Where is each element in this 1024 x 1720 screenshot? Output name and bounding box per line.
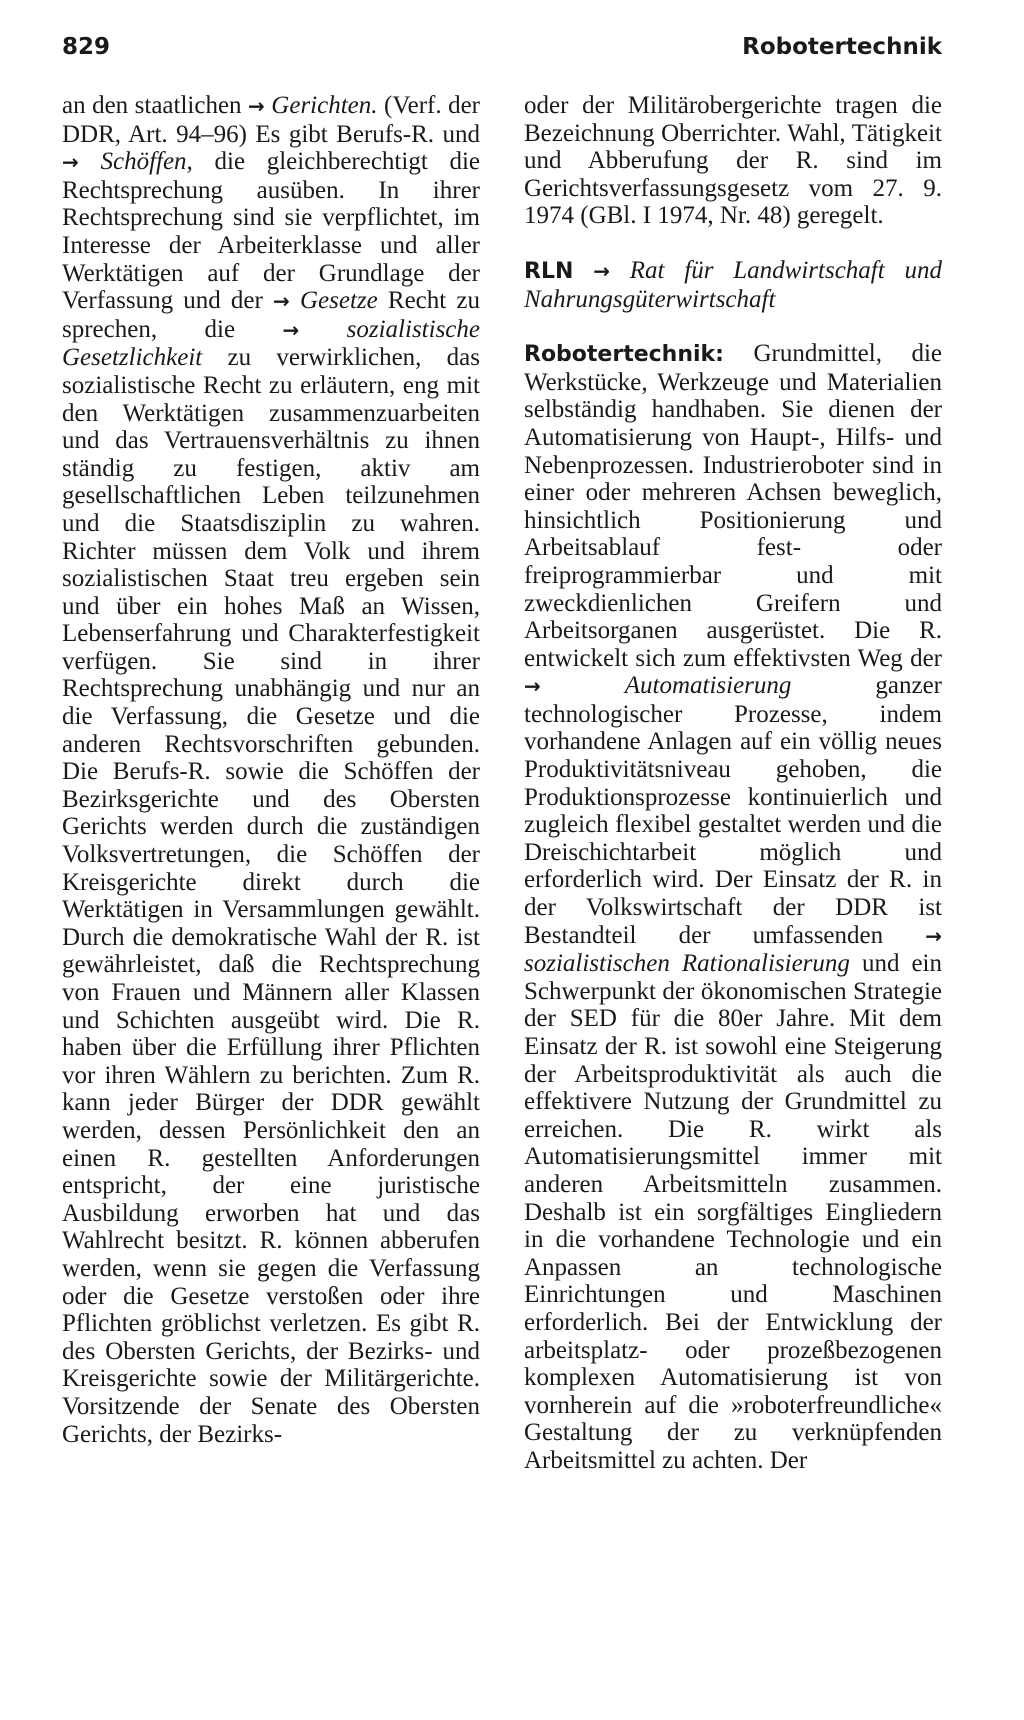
- cross-reference-link[interactable]: Schöffen,: [100, 148, 193, 176]
- cross-reference-arrow-icon: →: [248, 94, 265, 118]
- entry-rln: [524, 257, 942, 313]
- cross-reference-link[interactable]: Automatisierung: [624, 672, 792, 700]
- cross-reference-link[interactable]: Gerichten.: [271, 92, 378, 119]
- cross-reference-link[interactable]: Rat für Landwirtschaft und Nahrungsgüterwirtschaft: [524, 256, 943, 313]
- text-run: Recht zu sprechen, die: [62, 287, 480, 343]
- cross-reference-arrow-icon: →: [524, 674, 541, 699]
- cross-reference-arrow-icon: →: [282, 317, 300, 342]
- entry-continuation-richter: [62, 92, 480, 1448]
- text-run: (Verf. der DDR, Art. 94–96) Es gibt Berufs-R. und: [62, 92, 481, 148]
- cross-reference-arrow-icon: →: [273, 289, 290, 314]
- cross-reference-arrow-icon: →: [925, 923, 942, 948]
- page-header: [62, 34, 942, 68]
- text-run: Grundmittel, die Werkstücke, Werkzeuge und Materialien selbständig handhaben. Sie dienen der Automatisierung von Haupt-, Hilfs- und Nebenprozessen. Industrieroboter sind in einer oder mehreren Achsen beweglich, hinsichtlich Positionierung und Arbeitsablauf fest- oder freiprogrammierbar und mit zweckdienlichen Greifern und Arbeitsorganen ausgerüstet. Die R. entwickelt sich zum effektivsten Weg der: [524, 340, 942, 672]
- cross-reference-link[interactable]: sozialistischen Rationalisierung: [524, 950, 850, 978]
- text-run: an den staatlichen: [62, 92, 249, 119]
- entry-headword: Robotertechnik:: [524, 342, 724, 368]
- entry-headword: RLN: [524, 258, 574, 284]
- cross-reference-link[interactable]: sozialistische Gesetzlichkeit: [62, 315, 480, 372]
- entry-robotertechnik: [524, 340, 942, 1474]
- text-run: die gleichberechtigt die Rechtsprechung ausüben. In ihrer Rechtsprechung sind sie verpflichtet, im Interesse der Arbeiterklasse und aller Werktätigen auf der Grundlage der Verfassung und der: [62, 148, 481, 315]
- text-run: und ein Schwerpunkt der ökonomischen Strategie der SED für die 80er Jahre. Mit dem Einsatz der R. ist sowohl eine Steigerung der Arbeitsproduktivität als auch die effektivere Nutzung der Grundmittel zu erreichen. Die R. wirkt als Automatisierungsmittel immer mit anderen Arbeitsmitteln zusammen. Deshalb ist ein sorgfältiges Eingliedern in die vorhandene Technologie und ein Anpassen an technologische Einrichtungen und Maschinen erforderlich. Bei der Entwicklung der arbeitsplatz- oder prozeßbezogenen komplexen Automatisierung ist von vornherein auf die »roboterfreundliche« Gestaltung der zu verknüpfenden Arbeitsmittel zu achten. Der: [524, 950, 942, 1474]
- cross-reference-link[interactable]: Gesetze: [299, 287, 378, 315]
- running-head: Robotertechnik: [742, 34, 942, 60]
- text-run: zu verwirklichen, das sozialistische Recht zu erläutern, eng mit den Werktätigen zusammenzuarbeiten und das Vertrauensverhältnis zu ihnen ständig zu festigen, aktiv am gesellschaftlichen Leben teilzunehmen und die Staatsdisziplin zu wahren. Richter müssen dem Volk und ihrem sozialistischen Staat treu ergeben sein und über ein hohes Maß an Wissen, Lebenserfahrung und Charakterfestigkeit verfügen. Sie sind in ihrer Rechtsprechung unabhängig und nur an die Verfassung, die Gesetze und die anderen Rechtsvorschriften gebunden. Die Berufs-R. sowie die Schöffen der Bezirksgerichte und des Obersten Gerichts werden durch die zuständigen Volksvertretungen, die Schöffen der Kreisgerichte direkt durch die Werktätigen in Versammlungen gewählt. Durch die demokratische Wahl der R. ist gewährleistet, daß die Rechtsprechung von Frauen und Männern aller Klassen und Schichten ausgeübt wird. Die R. haben über die Erfüllung ihrer Pflichten vor ihren Wählern zu berichten. Zum R. kann jeder Bürger der DDR gewählt werden, dessen Persönlichkeit den an einen R. gestellten Anforderungen entspricht, der eine juristische Ausbildung erworben hat und das Wahlrecht besitzt. R. können abberufen werden, wenn sie gegen die Verfassung oder die Gesetze verstoßen oder ihre Pflichten gröblichst verletzen. Es gibt R. des Obersten Gerichts, der Bezirks- und Kreisgerichte sowie der Militärgerichte. Vorsitzende der Senate des Obersten Gerichts, der Bezirks-: [62, 344, 480, 1448]
- entry-continuation-paragraph: oder der Militärobergerichte tragen die Bezeichnung Oberrichter. Wahl, Tätigkeit und Abberufung der R. sind im Gerichtsverfassungsgesetz vom 27. 9. 1974 (GBl. I 1974, Nr. 48) geregelt.: [524, 92, 942, 230]
- right-column: [524, 92, 942, 1475]
- cross-reference-arrow-icon: →: [62, 150, 79, 175]
- left-column: [62, 92, 480, 1448]
- cross-reference-arrow-icon: →: [593, 258, 610, 283]
- page-number: 829: [62, 34, 111, 60]
- text-run: ganzer technologischer Prozesse, indem vorhandene Anlagen auf ein völlig neues Produktivitätsniveau gehoben, die Produktionsprozesse kontinuierlich und zugleich flexibel gestaltet werden und die Dreischichtarbeit möglich und erforderlich wird. Der Einsatz der R. in der Volkswirtschaft der DDR ist Bestandteil der umfassenden: [524, 672, 942, 949]
